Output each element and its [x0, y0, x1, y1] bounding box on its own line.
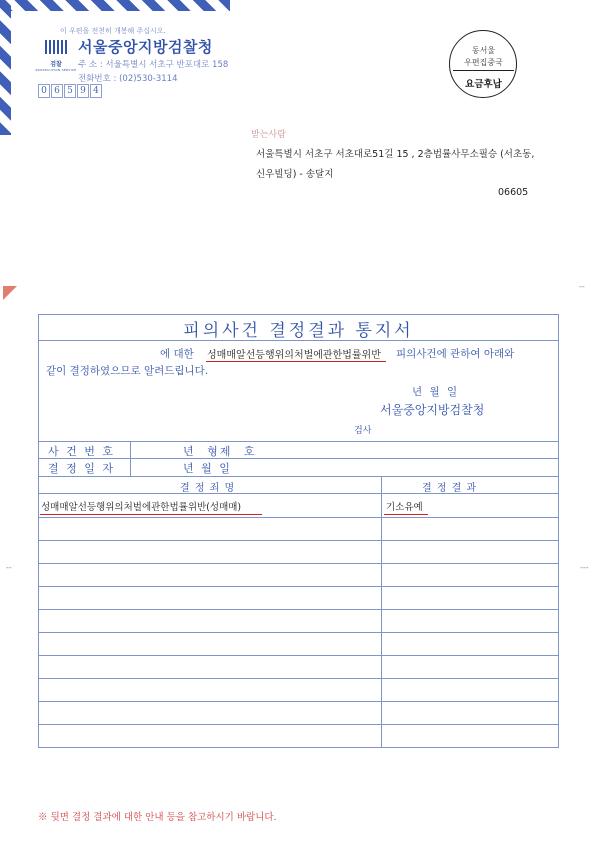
issue-date: 년 월 일 [412, 386, 460, 398]
col-header-crime: 결 정 죄 명 [180, 483, 236, 494]
prosecution-logo-icon [45, 40, 67, 54]
intro-prefix: 에 대한 [160, 348, 194, 360]
issuing-office: 서울중앙지방검찰청 [380, 403, 485, 417]
table-row-line [38, 632, 559, 633]
recipient-postcode: 06605 [498, 187, 529, 198]
info-top-line [38, 441, 559, 442]
crime-name-filled: 성매매알선등행위의처벌에관한법률위반 [207, 350, 381, 361]
logo-label: 검찰 [50, 61, 62, 68]
table-row-line [38, 609, 559, 610]
table-row-line [38, 517, 559, 518]
fold-mark-right-top: -- [579, 282, 585, 291]
intro-suffix: 피의사건에 관하여 아래와 [396, 348, 515, 360]
table-row-line [38, 701, 559, 702]
decision-date-label: 결 정 일 자 [48, 462, 115, 475]
result-row-crime: 성매매알선등행위의처벌에관한법률위반(성매매) [41, 502, 242, 513]
stamp-line-1: 동서울 [471, 46, 496, 55]
intro-line-2: 같이 결정하였으므로 알려드립니다. [46, 365, 209, 377]
stamp-line-3: 요금후납 [465, 79, 502, 90]
info-bottom-line [38, 476, 559, 477]
stamp-line-2: 우편집중국 [464, 58, 503, 67]
decision-date-value: 년 월 일 [183, 462, 232, 475]
table-row-line [38, 724, 559, 725]
zip-digit: 5 [64, 84, 76, 98]
case-number-value: 년 형제 호 [183, 445, 257, 458]
col-header-result: 결 정 결 과 [422, 483, 478, 494]
table-row-line [38, 563, 559, 564]
table-row-line [38, 655, 559, 656]
prosecutor-label: 검사 [354, 426, 372, 436]
logo-subtitle: PROSECUTION SERVICE [35, 68, 77, 72]
fold-mark-right: --- [580, 563, 589, 572]
airmail-stripe-top [0, 0, 230, 11]
case-number-label: 사 건 번 호 [48, 445, 115, 458]
recipient-address: 서울특별시 서초구 서초대로51길 15 , 2층법률사무소필승 (서초동,신우빌딩) - 송달지 [256, 149, 535, 180]
fold-mark-left: -- [6, 563, 12, 572]
table-row-line [38, 678, 559, 679]
decision-row-underline [384, 514, 428, 515]
title-divider [38, 340, 559, 341]
info-mid-line [38, 458, 559, 459]
zip-digit: 0 [38, 84, 50, 98]
result-row-decision: 기소유예 [386, 502, 423, 513]
footer-note: ※ 뒷면 결정 결과에 대한 안내 등을 참고하시기 바랍니다. [38, 812, 277, 823]
zip-digit: 4 [90, 84, 102, 98]
notice-form [38, 314, 559, 748]
crime-row-underline [40, 514, 262, 515]
recipient-label: 받는사람 [251, 130, 286, 140]
table-row-line [38, 586, 559, 587]
airmail-stripe-left [0, 0, 11, 135]
zip-digit: 6 [51, 84, 63, 98]
table-header-line [38, 493, 559, 494]
sender-zip-boxes [38, 84, 102, 98]
zip-digit: 9 [77, 84, 89, 98]
table-row-line [38, 540, 559, 541]
sender-address: 주 소 : 서울특별시 서초구 반포대로 158 [78, 60, 229, 70]
crime-name-underline [206, 361, 386, 362]
form-title: 피의사건 결정결과 통지서 [183, 321, 414, 341]
info-col-divider [130, 441, 131, 476]
stamp-divider [453, 70, 514, 71]
fold-marker-triangle [3, 286, 17, 300]
sender-phone: 전화번호 : (02)530-3114 [78, 74, 178, 84]
sender-office-name: 서울중앙지방검찰청 [78, 38, 213, 56]
opening-notice: 이 우편을 전천히 개봉해 주십시오. [60, 27, 166, 35]
